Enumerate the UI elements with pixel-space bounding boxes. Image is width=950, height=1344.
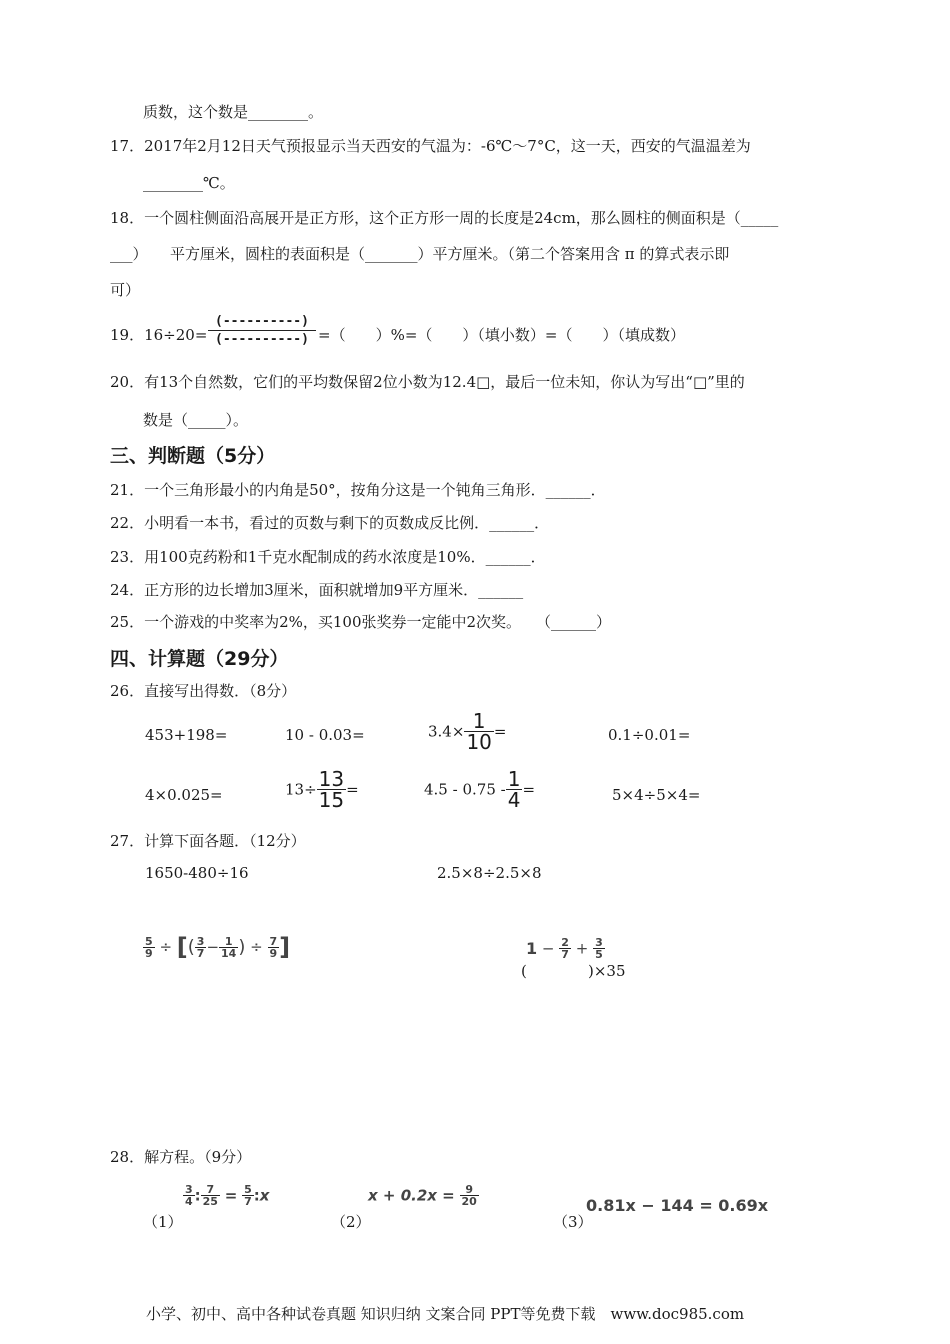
- q26-r1c3-fraction: [464, 711, 493, 752]
- q28-p2-label: （2）: [331, 1213, 371, 1231]
- q28-p1-frac-a: [183, 1184, 195, 1207]
- q20-line1: 20．有13个自然数，它们的平均数保留2位小数为12.4□，最后一位未知，你认为写出“□”里的: [110, 373, 745, 391]
- q26-r1c3: [428, 711, 506, 752]
- q27-e4-b-den: 5: [595, 948, 603, 961]
- q19-frac-top: (----------): [215, 314, 309, 329]
- q28-p1-b-den: 25: [202, 1195, 218, 1208]
- q27-e4-a-den: 7: [561, 948, 569, 961]
- q26-r2c2: [285, 769, 359, 810]
- q26-r1c2: 10 - 0.03=: [285, 726, 365, 744]
- q27-expr3: [143, 933, 290, 961]
- q19-fraction: [208, 314, 316, 347]
- q27-e4-a-num: 2: [561, 936, 569, 949]
- q19-frac-bottom: (----------): [215, 332, 309, 347]
- q23: 23．用100克药粉和1千克水配制成的药水浓度是10%．______．: [110, 548, 546, 566]
- q16-continuation: 质数，这个数是________。: [143, 103, 324, 121]
- q18-line1: 18．一个圆柱侧面沿高展开是正方形，这个正方形一周的长度是24cm，那么圆柱的侧面积是（_____: [110, 209, 779, 227]
- q28-p2-den: 20: [461, 1195, 477, 1208]
- q28-p1-colon1: :: [194, 1186, 201, 1205]
- q27-e3-rparen: ): [238, 936, 246, 958]
- q28-p1-a-num: 3: [185, 1183, 193, 1196]
- section-4-heading: 四、计算题（29分）: [110, 648, 289, 670]
- q26-r2c4: 5×4÷5×4=: [612, 786, 701, 804]
- q19-suffix: =（ ）%=（ ）（填小数）=（ ）（填成数）: [318, 326, 685, 344]
- q27-e4-lparen: (: [521, 962, 527, 980]
- q26-r2c3-pre: 4.5 - 0.75 -: [424, 780, 506, 799]
- q28-p1-equation: [183, 1184, 269, 1207]
- q25: 25．一个游戏的中奖率为2%，买100张奖券一定能中2次奖。 （______）: [110, 613, 612, 631]
- q27-expr4-top: [526, 937, 605, 960]
- q26-r1c4: 0.1÷0.01=: [608, 726, 691, 744]
- q27-e3-frac-d: [268, 936, 280, 959]
- q28-p3-equation: 0.81x − 144 = 0.69x: [586, 1196, 769, 1215]
- q26-r2c3-den: 4: [507, 788, 521, 812]
- q26-r2c3-post: =: [522, 780, 536, 799]
- q26-title: 26．直接写出得数．（8分）: [110, 682, 297, 700]
- q26-r2c2-pre: 13÷: [285, 780, 317, 799]
- q27-e3-a-den: 9: [145, 946, 153, 960]
- q27-e3-op2: ÷: [250, 938, 263, 956]
- q27-e4-frac-a: [559, 937, 571, 960]
- q28-p1-c-den: 7: [244, 1195, 252, 1208]
- q26-r2c2-fraction: [317, 769, 346, 810]
- q27-e4-b-num: 3: [595, 936, 603, 949]
- q27-e3-lparen: (: [187, 936, 195, 958]
- q26-r2c2-den: 15: [318, 788, 345, 812]
- q27-title: 27．计算下面各题．（12分）: [110, 832, 306, 850]
- q28-p3-label: （3）: [553, 1213, 593, 1231]
- q26-r2c3-fraction: [506, 769, 523, 810]
- q19-frac-bar: [208, 330, 316, 331]
- q27-expr1: 1650-480÷16: [145, 864, 249, 882]
- q27-e3-d-num: 7: [269, 934, 278, 948]
- q27-e3-b-num: 3: [196, 934, 205, 948]
- q28-p2-num: 9: [465, 1183, 473, 1196]
- q28-p1-a-den: 4: [185, 1195, 193, 1208]
- q27-e4-tail: ×35: [593, 962, 626, 980]
- q17-line2: ________℃。: [143, 174, 235, 192]
- q27-e3-c-num: 1: [224, 934, 233, 948]
- q18-line3: 可）: [110, 281, 141, 299]
- q27-e3-op1: ÷: [159, 938, 173, 956]
- q26-r2c3: [424, 769, 535, 810]
- q21: 21．一个三角形最小的内角是50°，按角分这是一个钝角三角形．______．: [110, 481, 606, 499]
- q17-line1: 17．2017年2月12日天气预报显示当天西安的气温为：-6℃～7°C，这一天，西安的气温温差为: [110, 137, 751, 155]
- q28-p1-eq: =: [224, 1186, 238, 1205]
- q27-e3-minus: −: [206, 938, 220, 956]
- q27-e3-frac-b: [195, 936, 207, 959]
- q27-e3-a-num: 5: [145, 934, 153, 948]
- q28-p1-c-num: 5: [244, 1183, 252, 1196]
- q27-e4-frac-b: [593, 937, 605, 960]
- q28-p2-lhs: x + 0.2x =: [368, 1186, 455, 1205]
- q22: 22．小明看一本书，看过的页数与剩下的页数成反比例．______．: [110, 514, 550, 532]
- q26-r2c1: 4×0.025=: [145, 786, 223, 804]
- footer-text: 小学、初中、高中各种试卷真题 知识归纳 文案合同 PPT等免费下载 www.doc985.com: [146, 1305, 745, 1323]
- q28-p1-frac-b: [201, 1184, 220, 1207]
- q26-r1c3-num: 1: [472, 709, 486, 733]
- q27-expr4-tail: [588, 962, 626, 980]
- q26-r1c3-post: =: [493, 722, 507, 741]
- q28-title: 28．解方程。（9分）: [110, 1148, 252, 1166]
- q27-e4-rparen: ): [588, 962, 594, 980]
- q26-r1c3-pre: 3.4×: [428, 722, 465, 741]
- q27-e3-d-den: 9: [269, 946, 278, 960]
- q26-r2c3-num: 1: [507, 767, 521, 791]
- q27-e3-rbracket: ]: [279, 933, 291, 961]
- q28-p2-equation: [368, 1184, 479, 1207]
- q28-p1-colon2: :: [253, 1186, 260, 1205]
- q20-line2: 数是（_____）。: [143, 411, 249, 429]
- q28-p1-b-num: 7: [206, 1183, 215, 1196]
- q27-e3-c-den: 14: [221, 946, 237, 960]
- q28-p2-frac: [460, 1184, 479, 1207]
- q27-e4-plus: +: [575, 939, 589, 958]
- q26-r1c1: 453+198=: [145, 726, 228, 744]
- q28-p1-frac-c: [242, 1184, 254, 1207]
- q19-prefix: 19．16÷20=: [110, 326, 208, 344]
- q27-e4-one: 1: [526, 939, 538, 958]
- q28-p1-label: （1）: [143, 1213, 183, 1231]
- q27-e3-frac-a: [143, 936, 155, 959]
- q27-e4-minus: −: [541, 939, 555, 958]
- q28-p1-x: x: [259, 1186, 270, 1205]
- section-3-heading: 三、判断题（5分）: [110, 445, 276, 467]
- q27-e3-b-den: 7: [196, 946, 205, 960]
- q27-e3-lbracket: [: [176, 933, 188, 961]
- q26-r2c2-post: =: [346, 780, 359, 799]
- q26-r1c3-den: 10: [466, 730, 492, 754]
- q27-expr2: 2.5×8÷2.5×8: [437, 864, 542, 882]
- q18-line2: ___） 平方厘米，圆柱的表面积是（_______）平方厘米。（第二个答案用含 π 的算式表示即: [110, 245, 730, 263]
- q27-e3-frac-c: [219, 936, 238, 959]
- q24: 24．正方形的边长增加3厘米，面积就增加9平方厘米．______: [110, 581, 524, 599]
- q26-r2c2-num: 13: [318, 767, 345, 791]
